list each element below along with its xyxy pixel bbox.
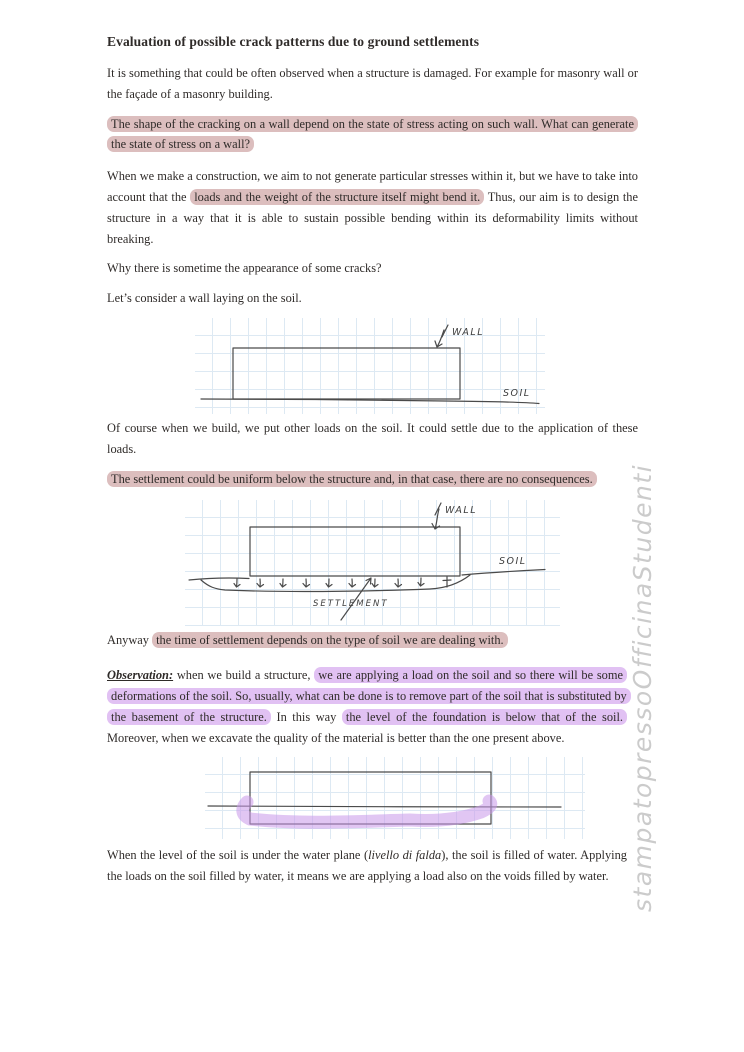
text-run: Thus, our aim is to design the structure in a way that it is able to sustain possible bending within its deformability limits without breaking. xyxy=(107,189,639,246)
paragraph-other-loads: Of course when we build, we put other loads on the soil. It could settle due to the application of these loads. xyxy=(107,420,638,456)
watermark: stampatopressoOfficinaStudenti xyxy=(628,463,657,912)
wall-outline xyxy=(250,527,460,576)
text-run: Anyway xyxy=(107,633,153,648)
pink-highlight: loads and the weight of the structure itself might bend it. xyxy=(190,189,484,205)
paragraph-intro: It is something that could be often observed when a structure is damaged. For example for masonry wall or the façade of a masonry building. xyxy=(107,66,638,101)
settlement-arrows xyxy=(234,577,451,587)
wall-arrow-icon xyxy=(435,330,444,347)
page-content xyxy=(107,34,638,896)
italian-term: livello di falda xyxy=(368,848,442,863)
wall-on-soil-drawing xyxy=(195,318,545,414)
label-slash xyxy=(442,325,448,337)
page-title: Evaluation of possible crack patterns due to ground settlements xyxy=(107,34,480,49)
paragraph-uniform-settlement xyxy=(107,469,638,490)
purple-highlight: we are applying a load on the soil and so there will be some deformations of the soil. So, usually, what can be done is to remove part of the soil that is substituted by the basement of the structure. xyxy=(107,667,631,725)
purple-highlight: the level of the foundation is below that of the soil. xyxy=(342,709,627,725)
pink-highlight: the time of settlement depends on the type of soil we are dealing with. xyxy=(152,632,508,648)
wall-label: WALL xyxy=(445,505,478,517)
soil-line-right xyxy=(462,570,545,576)
soil-line xyxy=(201,399,539,404)
paragraph-consider-wall: Let’s consider a wall laying on the soil. xyxy=(107,291,302,306)
diagram-wall-on-soil xyxy=(195,318,545,414)
paragraph-water-plane xyxy=(107,845,627,887)
text-run: In this way xyxy=(270,709,342,724)
paragraph-observation xyxy=(107,665,627,748)
foundation-drawing xyxy=(205,757,585,839)
text-run: ), the soil is filled of water. Applying the loads on the soil filled by water, it means we are applying a load also on the voids filled by water. xyxy=(107,848,627,884)
settlement-label: SETTLEMENT xyxy=(313,599,389,610)
wall-outline xyxy=(233,348,460,399)
settlement-curve xyxy=(201,575,470,592)
soil-line xyxy=(208,806,561,807)
wall-arrow-icon xyxy=(432,509,440,529)
soil-line-left xyxy=(189,578,249,580)
soil-label: SOIL xyxy=(503,387,531,399)
text-run: when we build a structure, xyxy=(173,668,315,683)
diagram-foundation-below-soil xyxy=(205,757,585,839)
text-run: When we make a construction, we aim to not generate particular stresses within it, but we have to take into account that the xyxy=(107,169,638,204)
purple-marker-stroke xyxy=(243,801,491,822)
diagram-settlement xyxy=(185,500,560,626)
text-run: When the level of the soil is under the water plane ( xyxy=(107,848,369,863)
paragraph-why-cracks: Why there is sometime the appearance of some cracks? xyxy=(107,261,382,276)
wall-label: WALL xyxy=(452,326,485,338)
paragraph-highlighted-question xyxy=(107,114,638,156)
text-run: Moreover, when we excavate the quality of the material is better than the one present above. xyxy=(107,730,565,745)
pink-highlight: The shape of the cracking on a wall depend on the state of stress acting on such wall. What can generate the state of stress on a wall? xyxy=(107,116,638,153)
settlement-drawing xyxy=(185,500,560,626)
paragraph-anyway xyxy=(107,630,638,651)
paragraph-construction xyxy=(107,166,638,249)
observation-label: Observation: xyxy=(107,668,174,683)
pink-highlight: The settlement could be uniform below the structure and, in that case, there are no consequences. xyxy=(107,471,597,487)
soil-label: SOIL xyxy=(499,556,527,568)
